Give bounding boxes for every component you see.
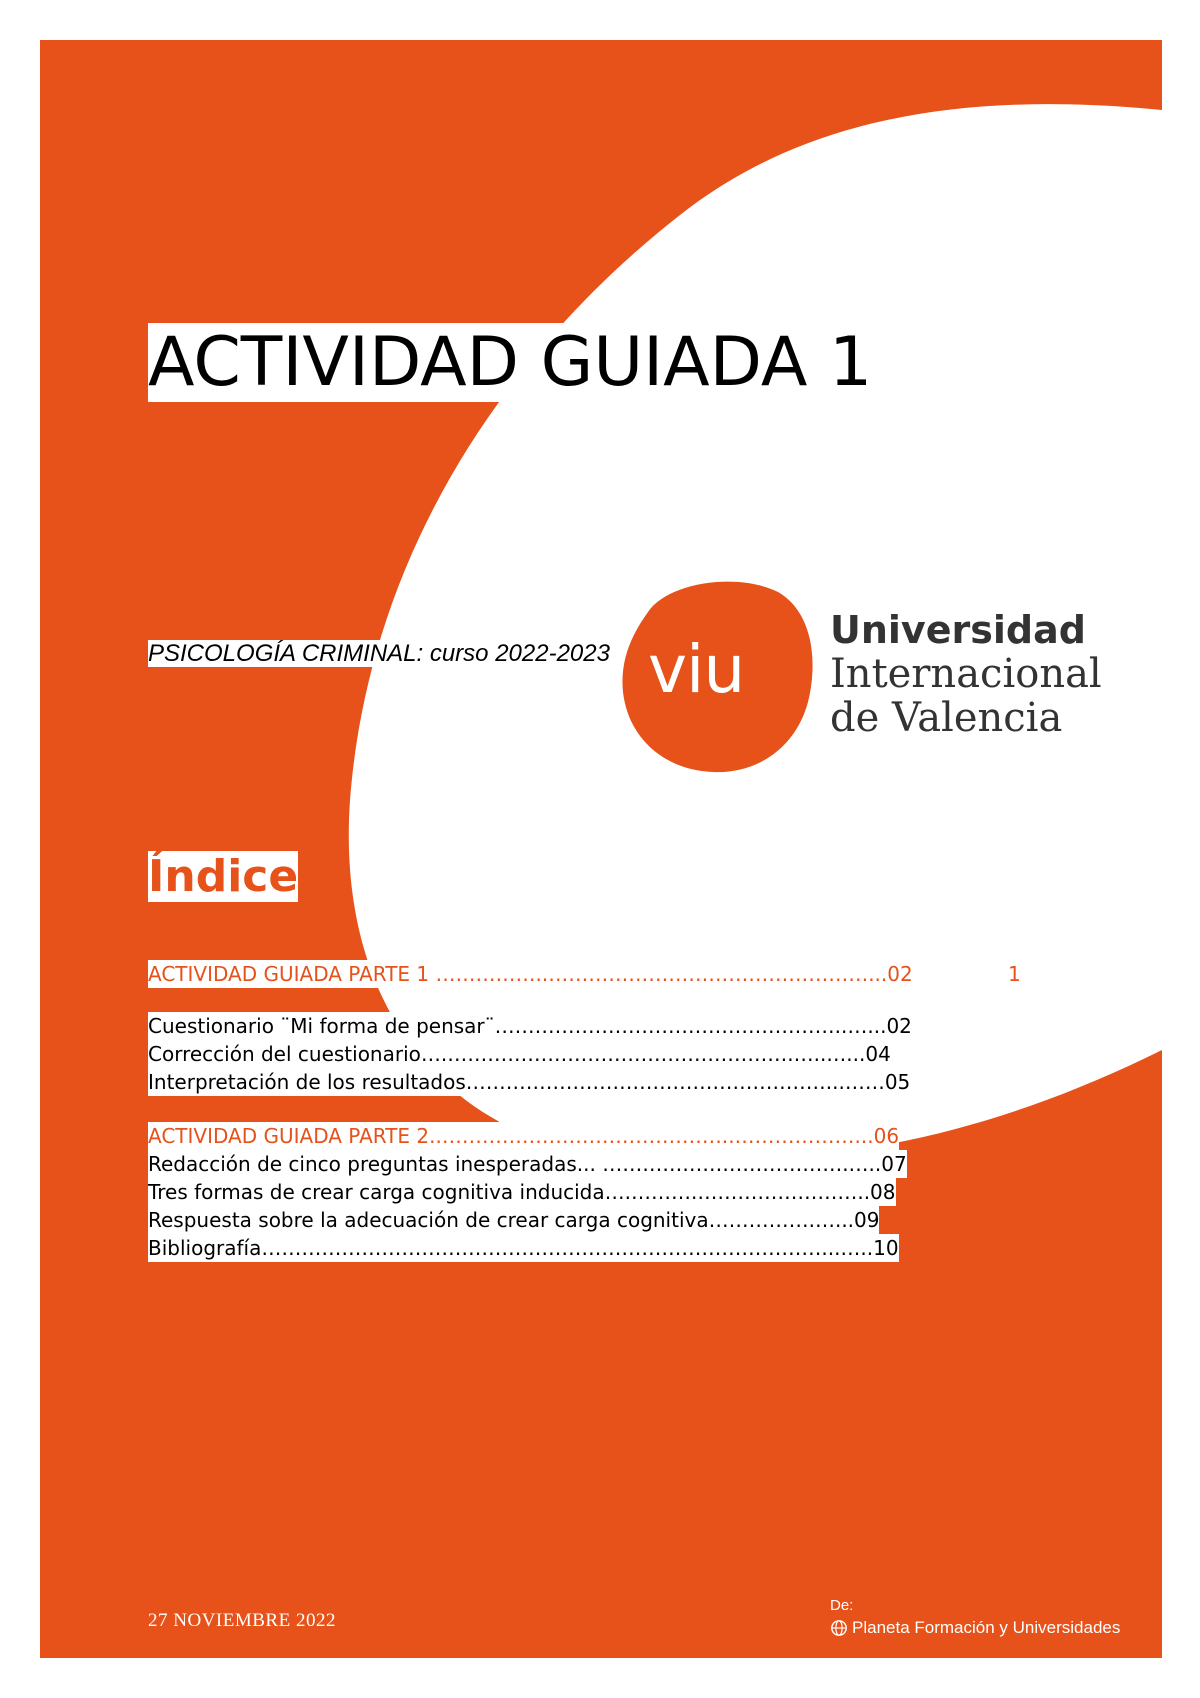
document-date: 27 NOVIEMBRE 2022 (148, 1610, 336, 1631)
publisher-name-text: Planeta Formación y Universidades (852, 1618, 1121, 1637)
publisher-prefix: De: (830, 1597, 854, 1614)
publisher-brand (830, 1596, 1120, 1640)
toc-entry: Redacción de cinco preguntas inesperadas... ……………………………….…..07 (148, 1152, 907, 1176)
table-of-contents (148, 960, 1048, 1262)
toc-section-2-text: ACTIVIDAD GUIADA PARTE 2..……………………………………..………………...06 (148, 1124, 900, 1148)
university-name-line1: Universidad (830, 608, 1086, 652)
globe-icon (830, 1619, 848, 1637)
toc-section-2-number: 2 (1008, 1124, 1021, 1148)
toc-entry: Tres formas de crear carga cognitiva inducida….……….……………………..08 (148, 1180, 896, 1204)
toc-section-1-text: ACTIVIDAD GUIADA PARTE 1 ……………..…………………………………………...02 (148, 962, 913, 986)
viu-logo-text: viu (648, 631, 745, 708)
toc-section-1-number: 1 (1008, 962, 1021, 986)
toc-section-2 (148, 1122, 1048, 1150)
toc-entry: Cuestionario ¨Mi forma de pensar¨……………………………………………..…...02 (148, 1014, 912, 1038)
course-subtitle: PSICOLOGÍA CRIMINAL: curso 2022-2023 (148, 640, 610, 667)
white-swoosh-shape (40, 40, 1162, 1658)
university-name-line2: Internacional (830, 651, 1102, 697)
cover-page (40, 40, 1162, 1658)
toc-section-1 (148, 960, 1048, 988)
publisher-name (830, 1616, 1120, 1640)
toc-entry: Corrección del cuestionario….…………………………………………….…..…...04 (148, 1042, 891, 1066)
toc-entry: Interpretación de los resultados………………………………………………...……05 (148, 1070, 911, 1094)
university-name-line3: de Valencia (830, 695, 1063, 741)
document-title: ACTIVIDAD GUIADA 1 (148, 323, 873, 402)
toc-entry: Respuesta sobre la adecuación de crear carga cognitiva…………….…...09 (148, 1208, 880, 1232)
index-heading: Índice (148, 851, 299, 902)
toc-entry: Bibliografía…………………………………………………………………………...…..10 (148, 1236, 899, 1260)
university-name (830, 608, 1102, 740)
